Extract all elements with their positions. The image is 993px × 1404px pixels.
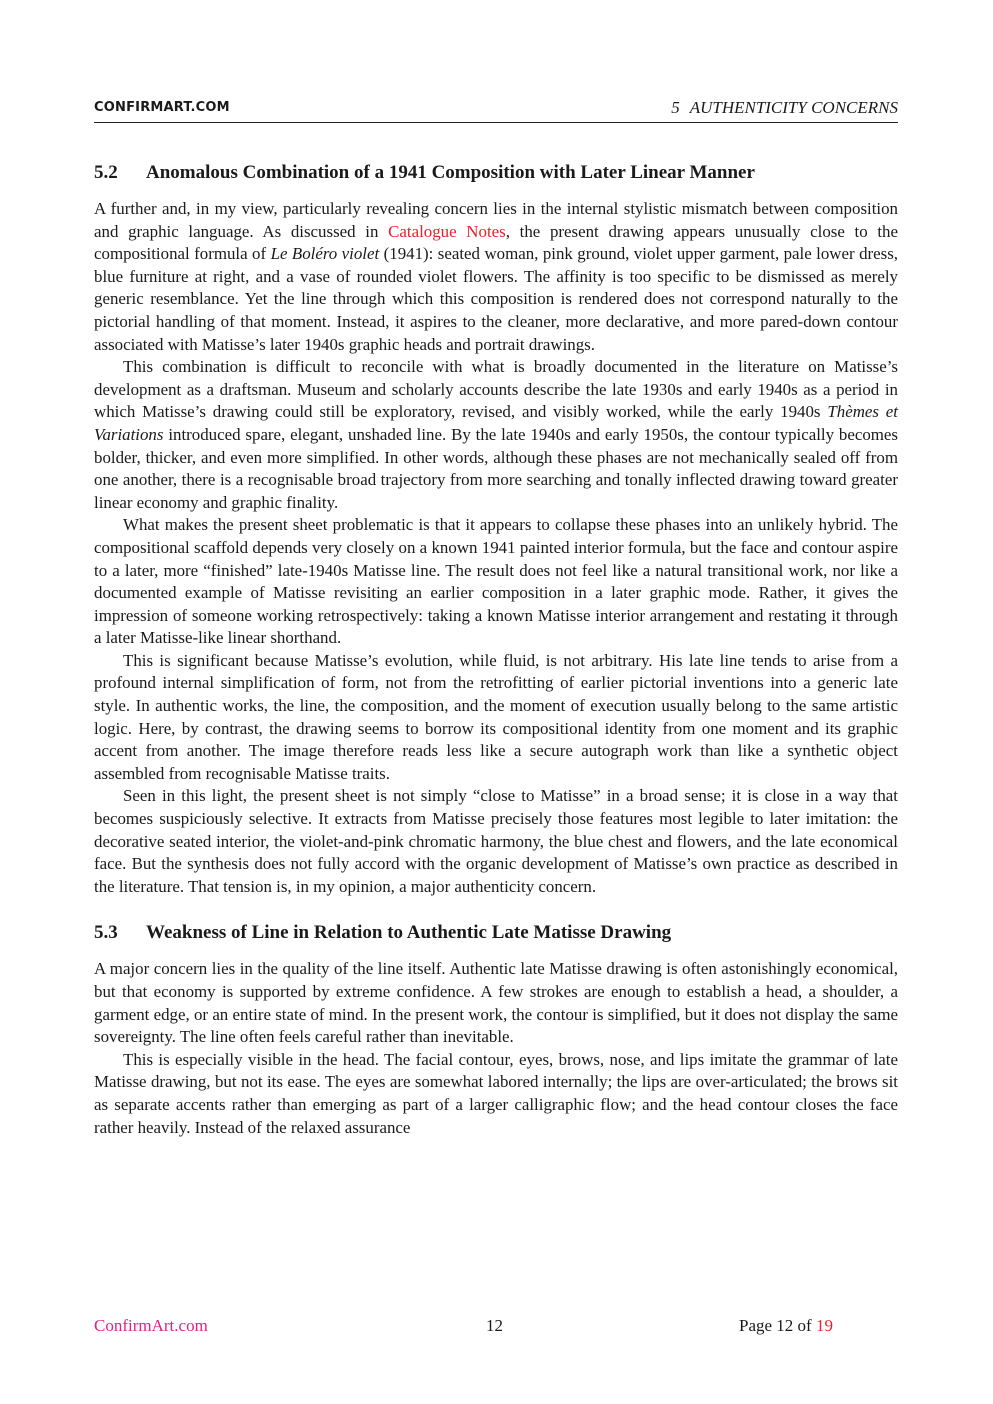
page-count-prefix: Page 12 of (739, 1316, 816, 1335)
footer-site-link[interactable]: ConfirmArt.com (94, 1316, 208, 1335)
section-heading-5-2 (94, 160, 898, 186)
site-logo: CONFIRMART.COM (94, 100, 230, 115)
page-footer (94, 1316, 898, 1340)
paragraph: A major concern lies in the quality of the line itself. Authentic late Matisse drawing is often astonishingly economical, but that economy is supported by extreme confidence. A few strokes are enough to establish a head, a shoulder, a garment edge, or an entire state of mind. In the present work, the contour is simplified, but it does not display the same sovereignty. The line often feels careful rather than inevitable. (94, 959, 898, 1047)
page-header (94, 98, 898, 123)
paragraph-text: A further and, in my view, particularly revealing concern lies in the internal stylistic mismatch between composition and graphic language. As discussed in (94, 199, 898, 241)
section-number: 5.2 (94, 162, 118, 183)
section-title: Anomalous Combination of a 1941 Composition with Later Linear Manner (146, 162, 755, 183)
paragraph: This is significant because Matisse’s evolution, while fluid, is not arbitrary. His late line tends to arise from a profound internal simplification of form, not from the retrofitting of earlier pictorial inventions into a generic late style. In authentic works, the line, the composition, and the moment of execution usually belong to the same artistic logic. Here, by contrast, the drawing seems to borrow its compositional identity from one moment and its graphic accent from another. The image therefore reads less like a secure autograph work than like a synthetic object assembled from recognisable Matisse traits. (94, 650, 898, 783)
catalogue-notes-link[interactable]: Catalogue Notes (388, 221, 506, 241)
running-section-name: AUTHENTICITY CONCERNS (689, 98, 898, 117)
running-section-number: 5 (671, 98, 680, 117)
paragraph-text: (1941): seated woman, pink ground, violet upper garment, pale lower dress, blue furniture at right, and a vase of rounded violet flowers. The affinity is too specific to be dismissed as merely generic resemblance. Yet the line through which this composition is rendered does not correspond naturally to the pictorial handling of that moment. Instead, it aspires to the cleaner, more declarative, and more pared-down contour associated with Matisse’s later 1940s graphic heads and portrait drawings. (94, 244, 899, 354)
section-title: Weakness of Line in Relation to Authentic Late Matisse Drawing (146, 922, 672, 944)
page-body (94, 160, 898, 1139)
running-section-title (671, 98, 898, 118)
paragraph: This is especially visible in the head. The facial contour, eyes, brows, nose, and lips imitate the grammar of late Matisse drawing, but not its ease. The eyes are somewhat labored internally; the lips are over-articulated; the brows sit as separate accents rather than emerging as part of a larger calligraphic flow; and the head contour closes the face rather heavily. Instead of the relaxed assurance (94, 1049, 898, 1137)
footer-page-number: 12 (486, 1316, 503, 1335)
section-number: 5.3 (94, 922, 118, 944)
paragraph: What makes the present sheet problematic is that it appears to collapse these phases into an unlikely hybrid. The compositional scaffold depends very closely on a known 1941 painted interior formula, but the face and contour aspire to a later, more “finished” late-1940s Matisse line. The result does not feel like a natural transitional work, nor like a documented example of Matisse revisiting an earlier composition in a later graphic mode. Rather, it gives the impression of someone working retrospectively: taking a known Matisse interior arrangement and restating it through a later Matisse-like linear shorthand. (94, 515, 898, 648)
paragraph (94, 356, 898, 514)
section-heading-5-3 (94, 920, 898, 946)
page-total-link[interactable]: 19 (815, 1316, 833, 1335)
paragraph-text: , the present drawing appears unusually close to the compositional formula of (94, 221, 899, 264)
artwork-title: Le Boléro violet (270, 244, 380, 264)
paragraph-text: This combination is difficult to reconcile with what is broadly documented in the literature on Matisse’s development as a draftsman. Museum and scholarly accounts describe the late 1930s and early 1940s as a period in which Matisse’s drawing could still be exploratory, revised, and visibly worked, while the early 1940s (94, 357, 898, 422)
footer-page-count (739, 1316, 833, 1336)
paragraph: Seen in this light, the present sheet is not simply “close to Matisse” in a broad sense; it is close in a way that becomes suspiciously selective. It extracts from Matisse precisely those features most legible to later imitation: the decorative seated interior, the violet-and-pink chromatic harmony, the blue chest and flowers, and the late economical face. But the synthesis does not fully accord with the organic development of Matisse’s own practice as described in the literature. That tension is, in my opinion, a major authenticity concern. (94, 786, 898, 896)
artwork-title: Thèmes et Variations (94, 402, 898, 444)
paragraph (94, 198, 898, 356)
paragraph-text: introduced spare, elegant, unshaded line. By the late 1940s and early 1950s, the contour typically becomes bolder, thicker, and even more simplified. In other words, although these phases are not mechanically sealed off from one another, there is a recognisable broad trajectory from more searching and tonally inflected drawing toward greater linear economy and graphic finality. (94, 424, 898, 512)
